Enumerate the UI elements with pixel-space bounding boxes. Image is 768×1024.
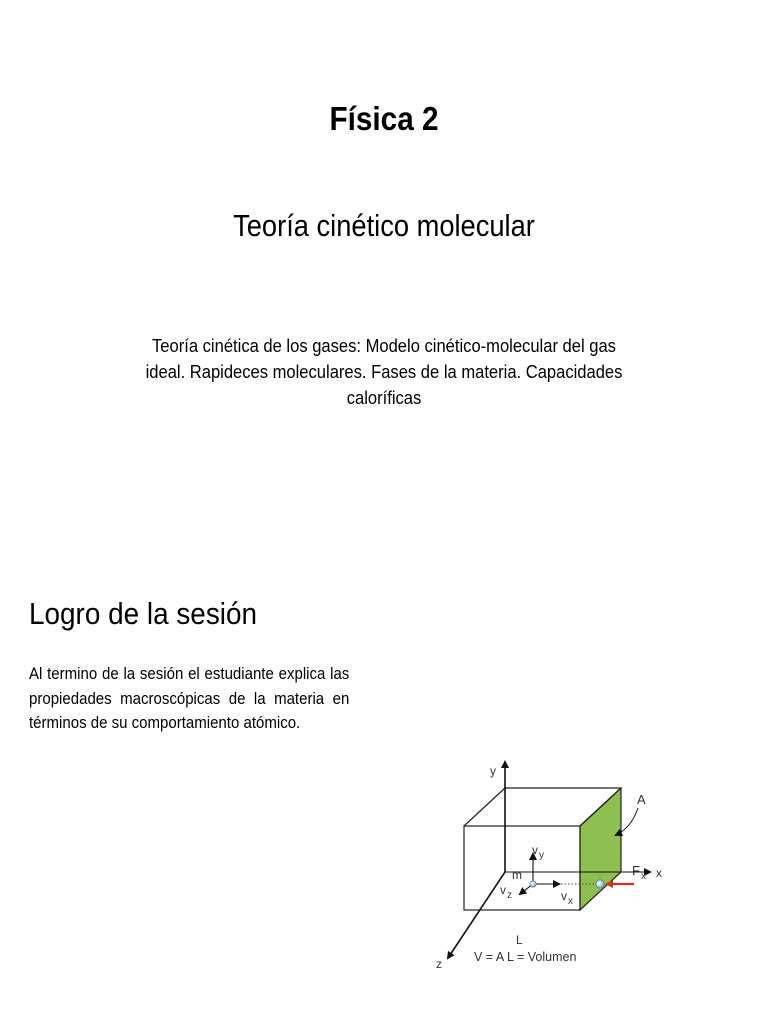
label-force: $F_x$ — [632, 863, 646, 882]
label-x: x — [656, 866, 662, 880]
z-axis — [448, 872, 505, 958]
volume-equation: V = A L = Volumen — [474, 950, 577, 964]
label-length: L — [516, 933, 523, 947]
molecule-wall — [596, 880, 604, 888]
label-mass: m — [512, 868, 522, 882]
label-y: y — [490, 764, 496, 778]
slide-2 — [0, 512, 768, 1024]
label-vx: $v_x$ — [561, 889, 573, 907]
section-heading: Logro de la sesión — [29, 596, 258, 631]
label-vz: $v_z$ — [500, 883, 512, 901]
label-area: A — [637, 792, 646, 807]
molecule-origin — [530, 881, 536, 887]
section-body-text: Al termino de la sesión el estudiante explica las propiedades macroscópicas de la materia en términos de su comportamiento atómico. — [29, 665, 350, 732]
slide-description: Teoría cinética de los gases: Modelo cinético-molecular del gas ideal. Rapideces moleculares. Fases de la materia. Capacidades caloríficas — [145, 336, 623, 408]
label-vy: $v_y$ — [532, 843, 544, 861]
slide-subtitle: Teoría cinético molecular — [233, 208, 535, 243]
slide-title: Física 2 — [329, 100, 439, 137]
label-z: z — [436, 957, 442, 971]
kinetic-cube-diagram — [428, 742, 678, 972]
